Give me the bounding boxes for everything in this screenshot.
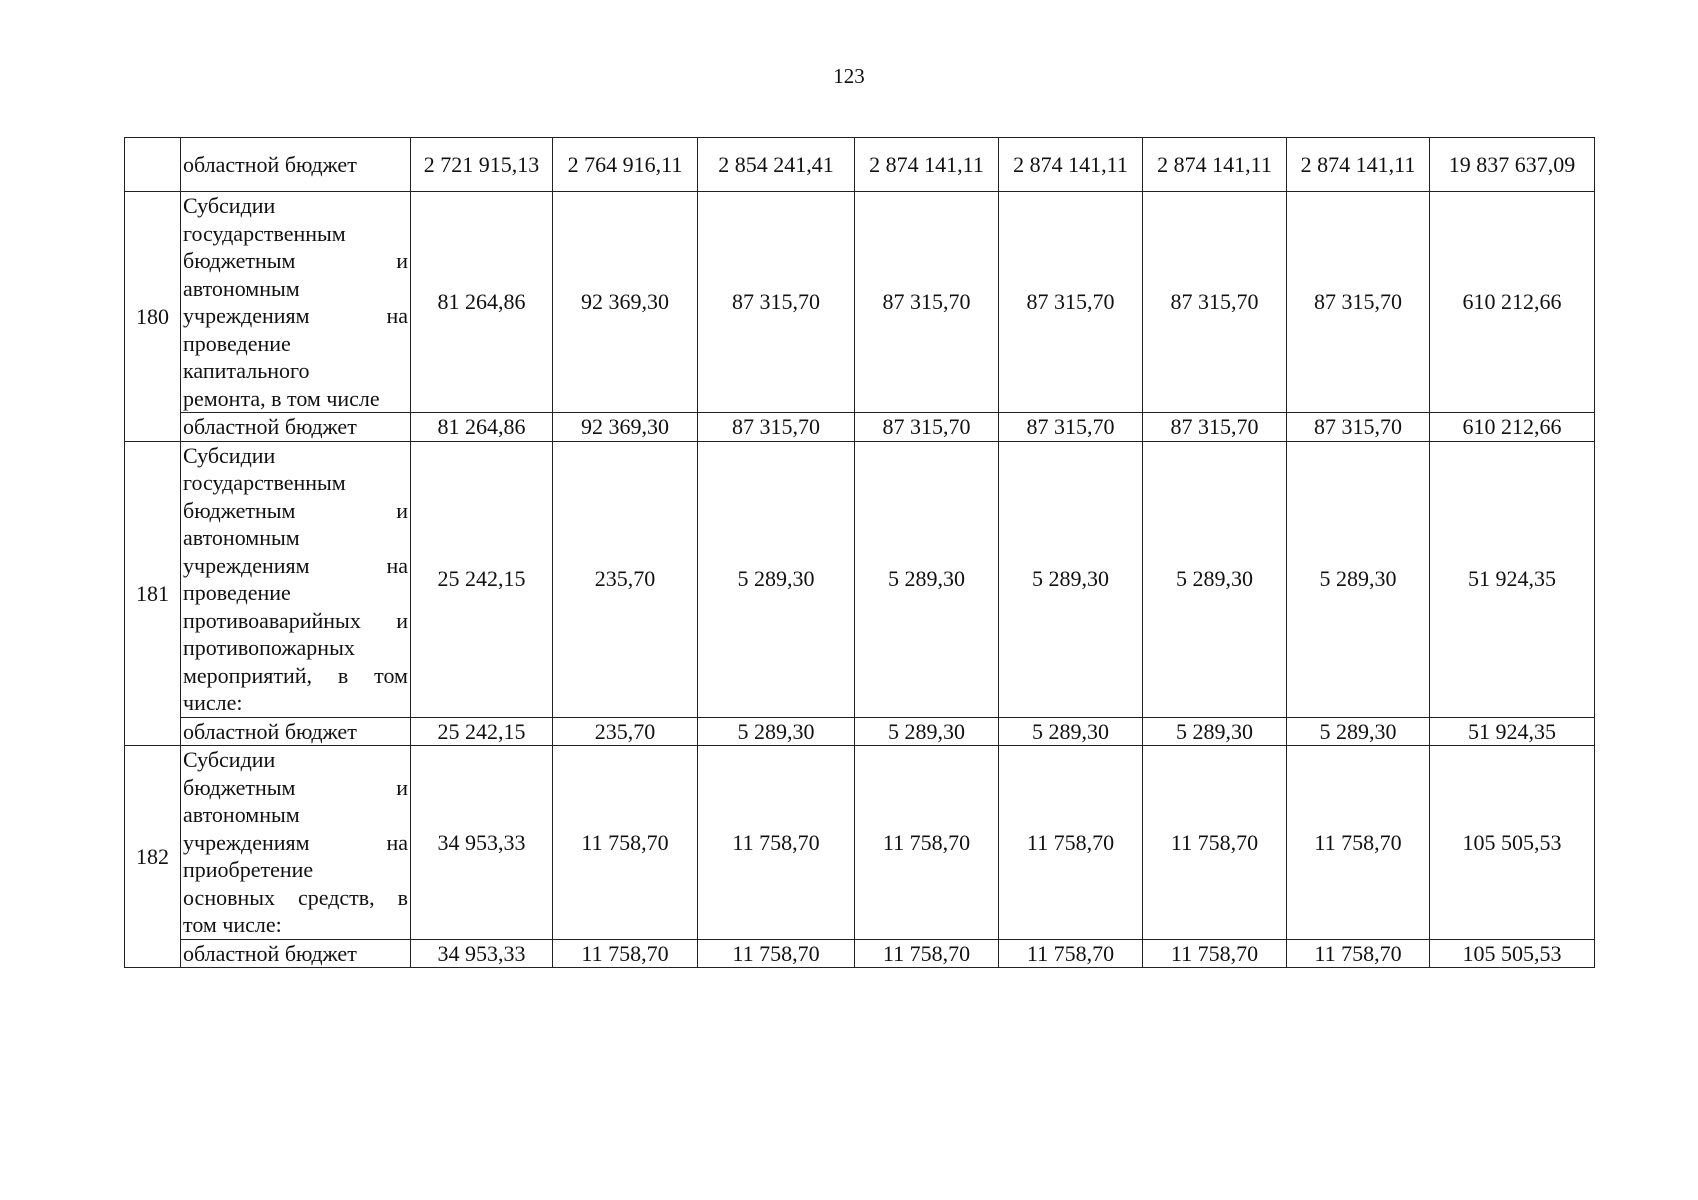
name-word: бюджетным [183, 774, 296, 800]
table-row-subtotal [125, 939, 1595, 968]
value-cell-6: 2 874 141,11 [1143, 138, 1287, 192]
value-cell-1: 81 264,86 [411, 192, 553, 413]
value-cell-2: 92 369,30 [553, 192, 698, 413]
value-cell-6: 87 315,70 [1143, 413, 1287, 442]
name-word: том [374, 662, 408, 688]
value-cell-5: 87 315,70 [999, 413, 1143, 442]
name-word: государственным [183, 470, 346, 495]
name-word: проведение [183, 580, 291, 605]
name-word: на [386, 303, 408, 328]
table-body [125, 138, 1595, 968]
value-cell-6: 87 315,70 [1143, 192, 1287, 413]
name-word: и [396, 497, 408, 523]
value-cell-5: 11 758,70 [999, 939, 1143, 968]
name-word: автономным [183, 525, 300, 550]
name-line [183, 247, 408, 275]
row-name-cell: областной бюджет [181, 717, 411, 746]
value-cell-1: 25 242,15 [411, 441, 553, 717]
value-cell-2: 235,70 [553, 441, 698, 717]
value-cell-5: 11 758,70 [999, 746, 1143, 940]
name-line [183, 579, 408, 607]
value-cell-total: 105 505,53 [1430, 939, 1595, 968]
name-line [183, 330, 408, 358]
value-cell-1: 34 953,33 [411, 746, 553, 940]
name-line [183, 357, 408, 385]
value-cell-2: 92 369,30 [553, 413, 698, 442]
value-cell-4: 5 289,30 [855, 441, 999, 717]
name-line [183, 746, 408, 774]
name-word: учреждениям [183, 303, 310, 328]
value-cell-7: 11 758,70 [1287, 746, 1430, 940]
name-line [183, 385, 408, 413]
name-line [183, 524, 408, 552]
value-cell-2: 2 764 916,11 [553, 138, 698, 192]
value-cell-3: 11 758,70 [698, 939, 855, 968]
name-word: основных [183, 884, 276, 910]
name-line [183, 662, 408, 690]
value-cell-3: 5 289,30 [698, 717, 855, 746]
name-line [183, 801, 408, 829]
value-cell-3: 87 315,70 [698, 413, 855, 442]
value-cell-6: 11 758,70 [1143, 939, 1287, 968]
name-word: ремонта, в том числе [183, 385, 380, 411]
value-cell-7: 11 758,70 [1287, 939, 1430, 968]
name-word: и [396, 774, 408, 800]
name-line [183, 607, 408, 635]
name-word: капитального [183, 358, 310, 383]
row-name-cell [181, 441, 411, 717]
name-line [183, 302, 408, 330]
name-word: проведение [183, 330, 291, 356]
value-cell-total: 51 924,35 [1430, 441, 1595, 717]
value-cell-3: 2 854 241,41 [698, 138, 855, 192]
name-line [183, 774, 408, 802]
value-cell-total: 105 505,53 [1430, 746, 1595, 940]
name-word: бюджетным [183, 497, 296, 523]
row-name-cell: областной бюджет [181, 138, 411, 192]
value-cell-total: 610 212,66 [1430, 413, 1595, 442]
page-number: 123 [833, 64, 865, 88]
value-cell-6: 5 289,30 [1143, 441, 1287, 717]
row-number-cell: 182 [125, 746, 181, 968]
value-cell-7: 5 289,30 [1287, 441, 1430, 717]
row-name-cell: областной бюджет [181, 413, 411, 442]
value-cell-4: 11 758,70 [855, 746, 999, 940]
value-cell-3: 11 758,70 [698, 746, 855, 940]
value-cell-2: 11 758,70 [553, 939, 698, 968]
table-row-item [125, 441, 1595, 717]
name-word: противопожарных [183, 635, 355, 660]
value-cell-5: 87 315,70 [999, 192, 1143, 413]
name-line [183, 856, 408, 884]
value-cell-5: 2 874 141,11 [999, 138, 1143, 192]
name-line [183, 220, 408, 248]
value-cell-total: 610 212,66 [1430, 192, 1595, 413]
value-cell-5: 5 289,30 [999, 717, 1143, 746]
name-word: мероприятий, [183, 662, 313, 688]
value-cell-7: 87 315,70 [1287, 413, 1430, 442]
name-word: на [386, 829, 408, 855]
name-word: на [386, 552, 408, 578]
value-cell-5: 5 289,30 [999, 441, 1143, 717]
name-word: Субсидии [183, 747, 276, 772]
name-word: учреждениям [183, 829, 310, 855]
value-cell-2: 235,70 [553, 717, 698, 746]
row-name-cell: областной бюджет [181, 939, 411, 968]
name-word: и [396, 607, 408, 633]
value-cell-3: 87 315,70 [698, 192, 855, 413]
row-number-cell [125, 138, 181, 192]
row-number-cell: 180 [125, 192, 181, 442]
value-cell-2: 11 758,70 [553, 746, 698, 940]
table-row-subtotal [125, 717, 1595, 746]
value-cell-4: 11 758,70 [855, 939, 999, 968]
value-cell-7: 5 289,30 [1287, 717, 1430, 746]
table-row-item [125, 746, 1595, 940]
row-name-cell [181, 192, 411, 413]
name-line [183, 469, 408, 497]
value-cell-4: 5 289,30 [855, 717, 999, 746]
value-cell-3: 5 289,30 [698, 441, 855, 717]
row-number-cell: 181 [125, 441, 181, 746]
name-word: в [397, 884, 408, 910]
value-cell-4: 2 874 141,11 [855, 138, 999, 192]
name-word: и [396, 248, 408, 273]
name-word: числе: [183, 690, 243, 715]
name-line [183, 689, 408, 717]
row-name-cell [181, 746, 411, 940]
value-cell-total: 19 837 637,09 [1430, 138, 1595, 192]
table-row-top [125, 138, 1595, 192]
name-word: Субсидии [183, 442, 276, 468]
name-line [183, 911, 408, 939]
value-cell-7: 2 874 141,11 [1287, 138, 1430, 192]
name-word: автономным [183, 802, 300, 827]
name-word: противоаварийных [183, 607, 361, 633]
value-cell-total: 51 924,35 [1430, 717, 1595, 746]
value-cell-4: 87 315,70 [855, 413, 999, 442]
name-word: в [337, 662, 349, 688]
table-row-item [125, 192, 1595, 413]
name-word: государственным [183, 220, 346, 246]
table-row-subtotal [125, 413, 1595, 442]
value-cell-1: 25 242,15 [411, 717, 553, 746]
name-line [183, 552, 408, 580]
value-cell-1: 2 721 915,13 [411, 138, 553, 192]
value-cell-1: 34 953,33 [411, 939, 553, 968]
name-word: автономным [183, 275, 300, 301]
name-word: Субсидии [183, 193, 276, 218]
name-word: том числе: [183, 912, 282, 937]
value-cell-1: 81 264,86 [411, 413, 553, 442]
value-cell-6: 11 758,70 [1143, 746, 1287, 940]
name-line [183, 192, 408, 220]
value-cell-4: 87 315,70 [855, 192, 999, 413]
name-line [183, 442, 408, 470]
name-word: учреждениям [183, 552, 310, 578]
name-line [183, 497, 408, 525]
name-line [183, 634, 408, 662]
value-cell-7: 87 315,70 [1287, 192, 1430, 413]
name-line [183, 884, 408, 912]
name-word: средств, [297, 884, 375, 910]
name-word: бюджетным [183, 248, 296, 273]
value-cell-6: 5 289,30 [1143, 717, 1287, 746]
name-line [183, 275, 408, 303]
name-line [183, 829, 408, 857]
budget-table [124, 137, 1595, 968]
name-word: приобретение [183, 857, 314, 882]
